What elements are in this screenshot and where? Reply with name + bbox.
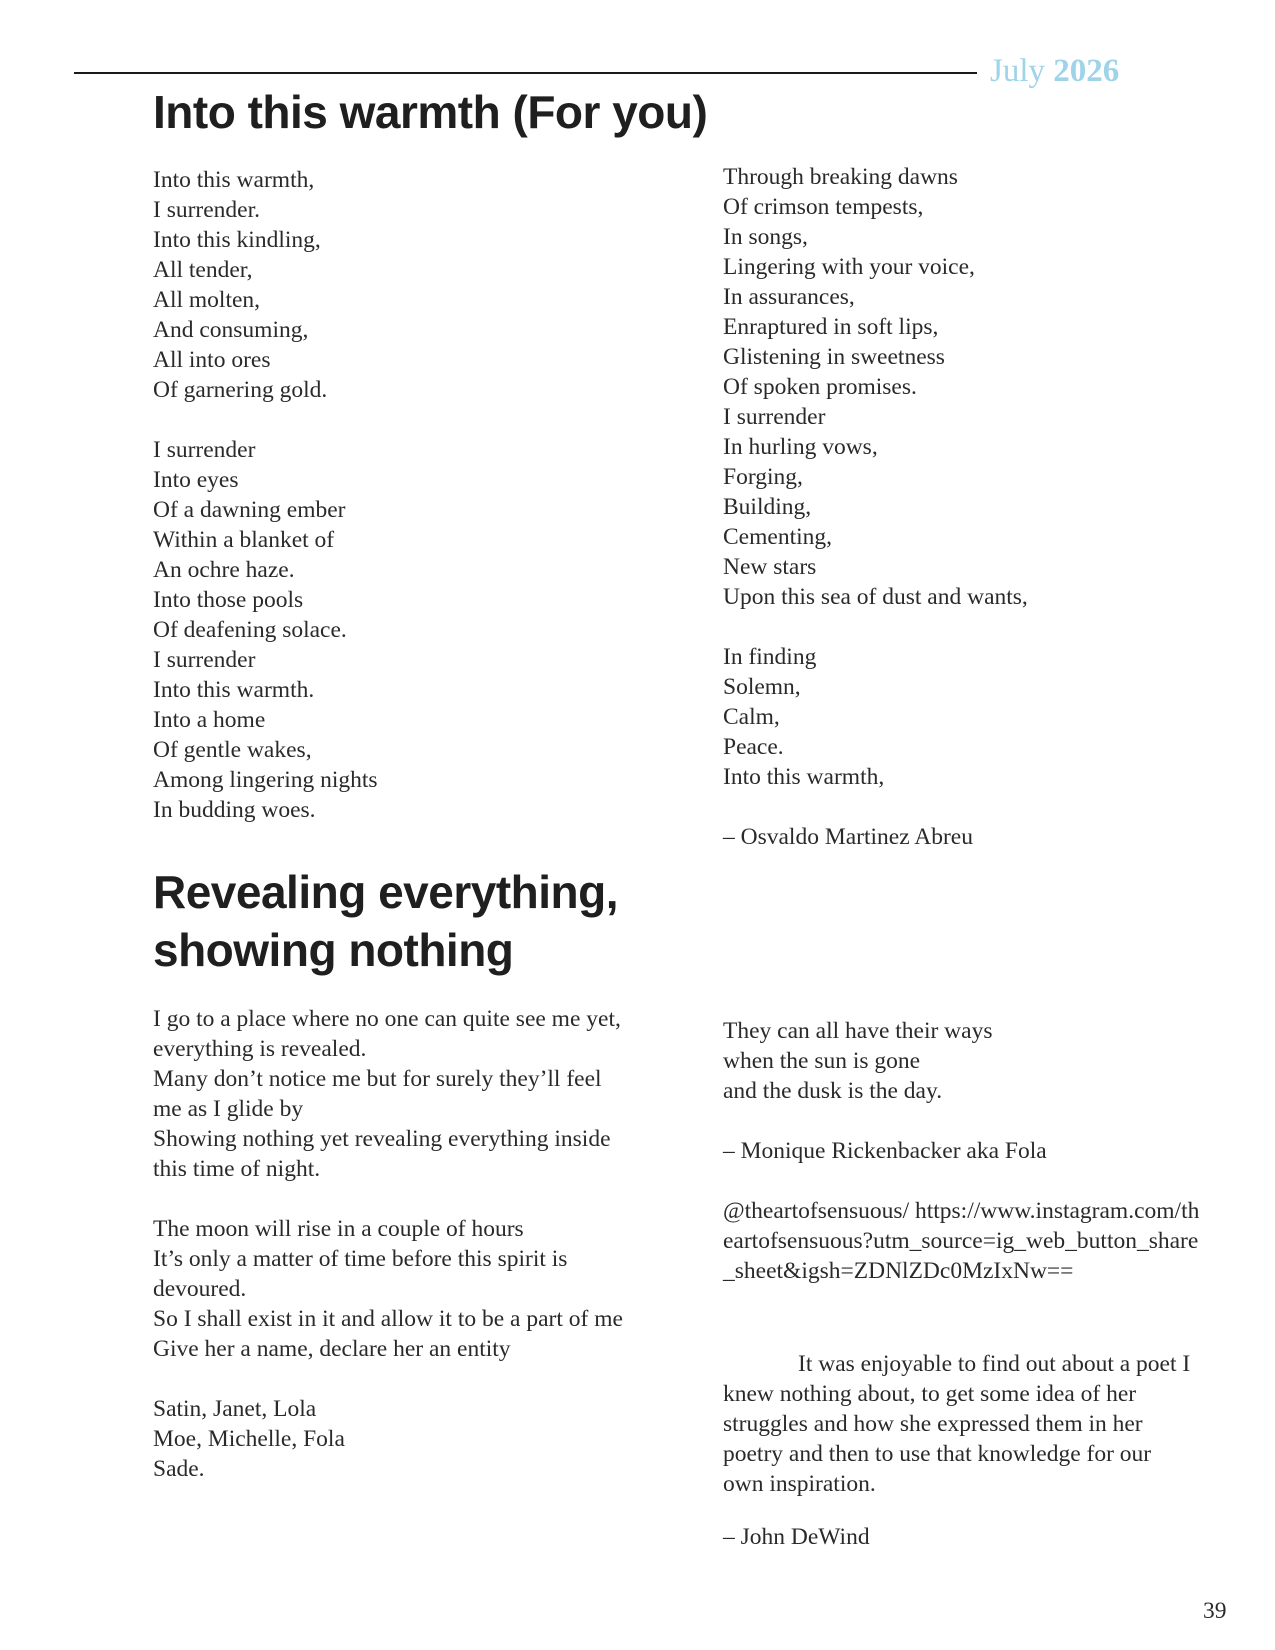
issue-date [990, 53, 1119, 90]
poem-line: Many don’t notice me but for surely they’ll feel me as I glide by [153, 1066, 602, 1122]
poem-line: Into those pools [153, 587, 304, 613]
stanza-break [153, 405, 378, 435]
poem-line: Of spoken promises. [723, 374, 917, 400]
poem-line: In hurling vows, [723, 434, 878, 460]
comment-signature: – John DeWind [723, 1524, 870, 1550]
comment-paragraph: It was enjoyable to find out about a poet I knew nothing about, to get some idea of her struggles and how she expressed them in her poetry and then to use that knowledge for our own inspiration. [723, 1351, 1191, 1497]
poem-line: Calm, [723, 704, 780, 730]
poem-line: In songs, [723, 224, 808, 250]
issue-year: 2026 [1053, 53, 1120, 89]
poem-line: Showing nothing yet revealing everything inside [153, 1126, 611, 1152]
poem-line: Into this kindling, [153, 227, 321, 253]
poem-line: Enraptured in soft lips, [723, 314, 939, 340]
poem-line: I surrender [153, 647, 256, 673]
poem-line: Into this warmth. [153, 677, 315, 703]
poem-line: I surrender [723, 404, 826, 430]
poem-line: Of gentle wakes, [153, 737, 312, 763]
poem-line: Sade. [153, 1456, 205, 1482]
poem-line: Give her a name, declare her an entity [153, 1336, 511, 1362]
poem-line: – Monique Rickenbacker aka Fola [723, 1138, 1047, 1164]
poem-line: Building, [723, 494, 812, 520]
stanza-break [153, 1364, 633, 1394]
poem-line: In finding [723, 644, 817, 670]
poem-line: Into a home [153, 707, 266, 733]
poem-line: – Osvaldo Martinez Abreu [723, 824, 973, 850]
poem-line: It’s only a matter of time before this spirit is devoured. [153, 1246, 568, 1302]
poem-line: Of crimson tempests, [723, 194, 924, 220]
poem-line: Satin, Janet, Lola [153, 1396, 317, 1422]
page-number: 39 [1203, 1598, 1227, 1624]
poem1-title: Into this warmth (For you) [153, 86, 708, 138]
header-rule [74, 72, 977, 74]
poem-line: Cementing, [723, 524, 832, 550]
poem-line: when the sun is gone [723, 1048, 921, 1074]
poem-line: @theartofsensuous/ https://www.instagram.com/theartofsensuous?utm_source=ig_web_button_share_sheet&igsh=ZDNlZDc0MzIxNw== [723, 1198, 1200, 1284]
poem-line: Forging, [723, 464, 803, 490]
poem-line: New stars [723, 554, 817, 580]
poem-line: and the dusk is the day. [723, 1078, 943, 1104]
poem-line: An ochre haze. [153, 557, 295, 583]
poem-line: And consuming, [153, 317, 309, 343]
poem-line: So I shall exist in it and allow it to be a part of me [153, 1306, 623, 1332]
poem-line: Of deafening solace. [153, 617, 347, 643]
poem-line: They can all have their ways [723, 1018, 993, 1044]
poem2-title: Revealing everything, showing nothing [153, 866, 618, 976]
poem-line: Among lingering nights [153, 767, 378, 793]
stanza-break [723, 792, 1028, 822]
poem-line: Of a dawning ember [153, 497, 346, 523]
poem-line: Of garnering gold. [153, 377, 328, 403]
poem-line: Into this warmth, [723, 764, 885, 790]
poem-line: Into this warmth, [153, 167, 315, 193]
poem-line: Upon this sea of dust and wants, [723, 584, 1028, 610]
poem-line: All molten, [153, 287, 261, 313]
poem-line: The moon will rise in a couple of hours [153, 1216, 524, 1242]
stanza-break [723, 1106, 1203, 1136]
poem-line: this time of night. [153, 1156, 321, 1182]
stanza-break [723, 1166, 1203, 1196]
issue-month: July [990, 53, 1046, 89]
poem-line: I go to a place where no one can quite see me yet, [153, 1006, 621, 1032]
poem2-left-column [153, 1004, 633, 1484]
poem1-left-column [153, 165, 378, 825]
poem-line: Through breaking dawns [723, 164, 958, 190]
poem-line: everything is revealed. [153, 1036, 367, 1062]
poem-line: Glistening in sweetness [723, 344, 945, 370]
poem-line: In assurances, [723, 284, 855, 310]
poem1-right-column [723, 162, 1028, 852]
poem-line: I surrender [153, 437, 256, 463]
poem-line: Into eyes [153, 467, 239, 493]
poem-line: Within a blanket of [153, 527, 335, 553]
poem-line: Lingering with your voice, [723, 254, 975, 280]
stanza-break [723, 612, 1028, 642]
poem-line: Peace. [723, 734, 784, 760]
poem-line: Moe, Michelle, Fola [153, 1426, 345, 1452]
poem-line: Solemn, [723, 674, 801, 700]
poem-line: In budding woes. [153, 797, 316, 823]
poem2-right-column [723, 1016, 1203, 1286]
poem-line: All into ores [153, 347, 271, 373]
poem-line: All tender, [153, 257, 253, 283]
poem-line: I surrender. [153, 197, 261, 223]
stanza-break [153, 1184, 633, 1214]
